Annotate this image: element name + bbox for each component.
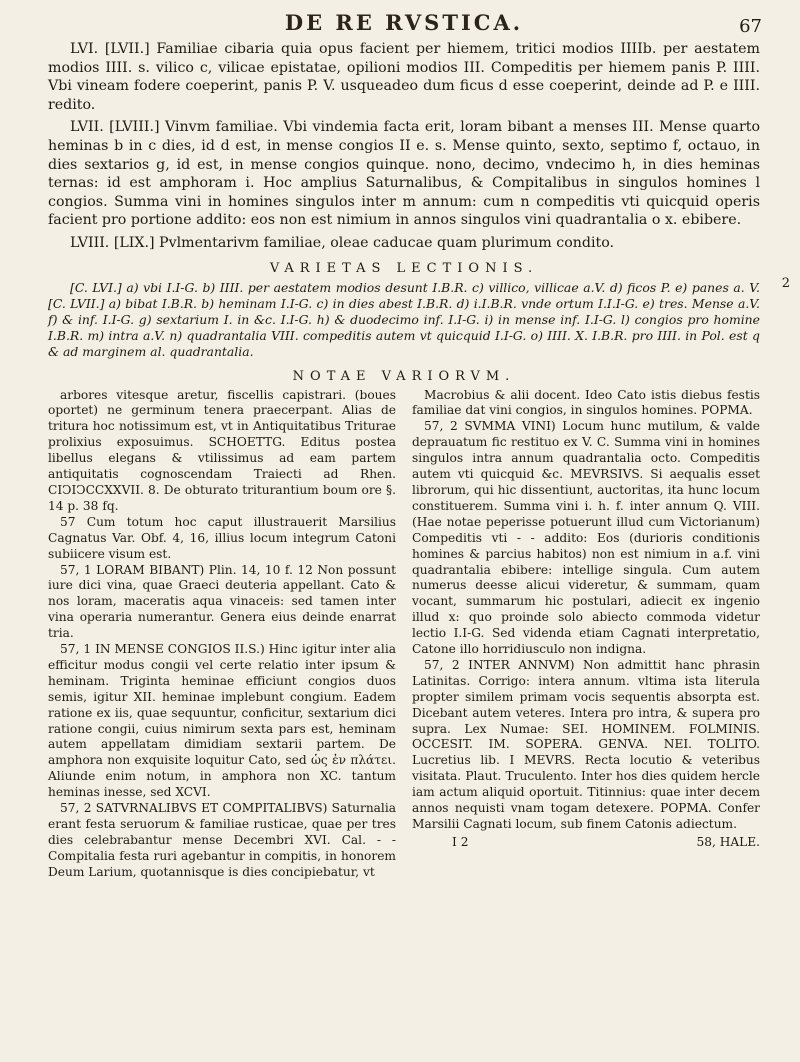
variants-heading: VARIETAS LECTIONIS. — [269, 260, 539, 276]
chapter-57: LVII. [LVIII.] Vinvm familiae. Vbi vindemia facta erit, loram bibant a menses III. Mense quarto heminas b in c dies, id d est, in mense congios II e. s. Mense quinto, sexto, septimo f, octauo, in dies sextarios g, id est, in mense congios quinque. nono, decimo, vndecimo h, in dies heminas ternas: id est amphoram i. Hoc amplius Saturnalibus, & Compitalibus in singulos homines l congios. Summa vini in homines singulos inter m annum: cum n compeditis vti quicquid operis facient pro portione addito: eos non est nimium in annos singulos vini quadrantalia o x. ebibere. — [48, 119, 760, 229]
variants-text — [48, 280, 760, 361]
notes-heading: NOTAE VARIORVM. — [292, 368, 516, 384]
signature-mark: I 2 — [452, 834, 469, 849]
chapter-56: LVI. [LVII.] Familiae cibaria quia opus facient per hiemem, tritici modios IIIIb. per aestatem modios IIII. s. vilico c, vilicae epistatae, opilioni modios III. Compeditis per hiemem panis P. IIII. Vbi vineam fodere coeperint, panis P. V. usqueadeo dum ficus d esse coeperint, deinde ad P. e IIII. redito. — [48, 41, 760, 113]
catchword: 58, HALE. — [696, 834, 760, 849]
variants-paragraph: [C. LVI.] a) vbi I.I-G. b) IIII. per aestatem modios desunt I.B.R. c) villico, villicae a.V. d) ficos P. e) panes a. V. [C. LVII.] a) bibat I.B.R. b) heminam I.I-G. c) in dies abest I.B.R. d) i.I.B.R. vnde ortum I.I.I-G. e) tres. Mense a.V. f) & inf. I.I-G. g) sextarium I. in &c. I.I-G. h) & duodecimo inf. I.I-G. i) in mense inf. I.I-G. l) congios pro homine I.B.R. m) intra a.V. n) quadrantalia VIII. compeditis autem vt quicquid I.I-G. o) IIII. X. I.B.R. pro IIII. in Pol. est q & ad marginem al. quadrantalia. — [48, 279, 760, 360]
note-paragraph: 57, 2 SATVRNALIBVS ET COMPITALIBVS) Saturnalia erant festa seruorum & familiae rusticae, quae per tres dies celebrabantur mense Decembri XVI. Cal. - - Compitalia festa ruri agebantur in compitis, in honorem Deum Larium, quotannisque is dies concipiebatur, vt — [48, 801, 396, 879]
main-text — [48, 40, 760, 253]
chapter-58: LVIII. [LIX.] Pvlmentarivm familiae, oleae caducae quam plurimum condito. — [70, 234, 615, 251]
page-number: 67 — [739, 16, 762, 37]
note-paragraph: 57, 1 IN MENSE CONGIOS II.S.) Hinc igitur inter alia efficitur modus congii vel certe relatio inter ipsum & heminam. Triginta heminae efficiunt congios duos semis, igitur XII. heminae implebunt congium. Eadem ratione ex iis, quae sequuntur, conficitur, sextarium dici ratione congii, cuius nimirum sexta pars est, heminam autem appellatam dimidiam sextarii partem. De amphora non exquisite loquitur Cato, sed ὡς ἐν πλάτει. Aliunde enim notum, in amphora non XC. tantum heminas inesse, sed XCVI. — [48, 642, 396, 800]
running-title: DE RE RVSTICA. — [284, 10, 524, 35]
note-paragraph: 57, 2 SVMMA VINI) Locum hunc mutilum, & valde deprauatum fic restituo ex V. C. Summa vini in homines singulos intra annum quadrantalia octo. Compeditis autem vti quicquid &c. MEVRSIVS. Si aequalis esset librorum, qui hic dissentiunt, auctoritas, ita hunc locum constituerem. Summa vini i. h. f. inter annum Q. VIII. (Hae notae peperisse potuerunt illud cum Victorianum) Compeditis vti - - addito: Eos (durioris conditionis homines & parcius habitos) non est nimium in a.f. vini quadrantalia ebibere: intellige singula. Cum autem numerus deesse alicui videretur, & summam, quam vocant, summarum hic postulari, adiecit ex ingenio illud x: quo proinde solo abiecto commoda videtur lectio I.I-G. Sed videnda etiam Cagnati interpretatio, Catone illo horridiusculo non indigna. — [412, 419, 760, 657]
notes-left-column — [48, 388, 396, 881]
note-paragraph: 57, 1 LORAM BIBANT) Plin. 14, 10 f. 12 Non possunt iure dici vina, quae Graeci deuteria appellant. Cato & nos loram, maceratis aqua vinaceis: sed tamen inter vina operaria numerantur. Genera eius deinde enarrat tria. — [48, 562, 396, 641]
note-paragraph: arbores vitesque aretur, fiscellis capistrari. (boues oportet) ne germinum tenera praecerpant. Alias de tritura hoc notissimum est, vt in Antiquitatibus Triturae prolixius exposuimus. SCHOETTG. Editus postea libellus elegans & vtilissimus ad eam partem antiquitatis cognoscendam Traiecti ad Rhen. CIↃIↃCCXXVII. 8. De obturato triturantium boum ore §. 14 p. 38 fq. — [48, 387, 396, 513]
note-paragraph: 57, 2 INTER ANNVM) Non admittit hanc phrasin Latinitas. Corrigo: intera annum. vltima ista literula propter similem primam vocis sequentis absorpta est. Dicebant autem veteres. Intera pro intra, & supera pro supra. Lex Numae: SEI. HOMINEM. FOLMINIS. OCCESIT. IM. SOPERA. GENVA. NEI. TOLITO. Lucretius lib. I MEVRS. Recta locutio & veteribus visitata. Plaut. Truculento. Inter hos dies quidem hercle iam actum aliquid oportuit. Titinnius: quae inter decem annos nequisti vnam togam detexere. POPMA. Confer Marsilii Cagnati locum, sub finem Catonis adiectum. — [412, 657, 760, 832]
margin-number: 2 — [781, 276, 790, 291]
notes-columns — [48, 388, 760, 881]
note-paragraph: Macrobius & alii docent. Ideo Cato istis diebus festis familiae dat vini congios, in singulos homines. POPMA. — [412, 387, 760, 418]
page-footer — [412, 835, 760, 851]
note-paragraph: 57 Cum totum hoc caput illustrauerit Marsilius Cagnatus Var. Obf. 4, 16, illius locum integrum Catoni subiicere visum est. — [48, 514, 396, 561]
notes-right-column — [412, 388, 760, 881]
running-head — [48, 6, 760, 40]
book-page — [48, 6, 790, 881]
